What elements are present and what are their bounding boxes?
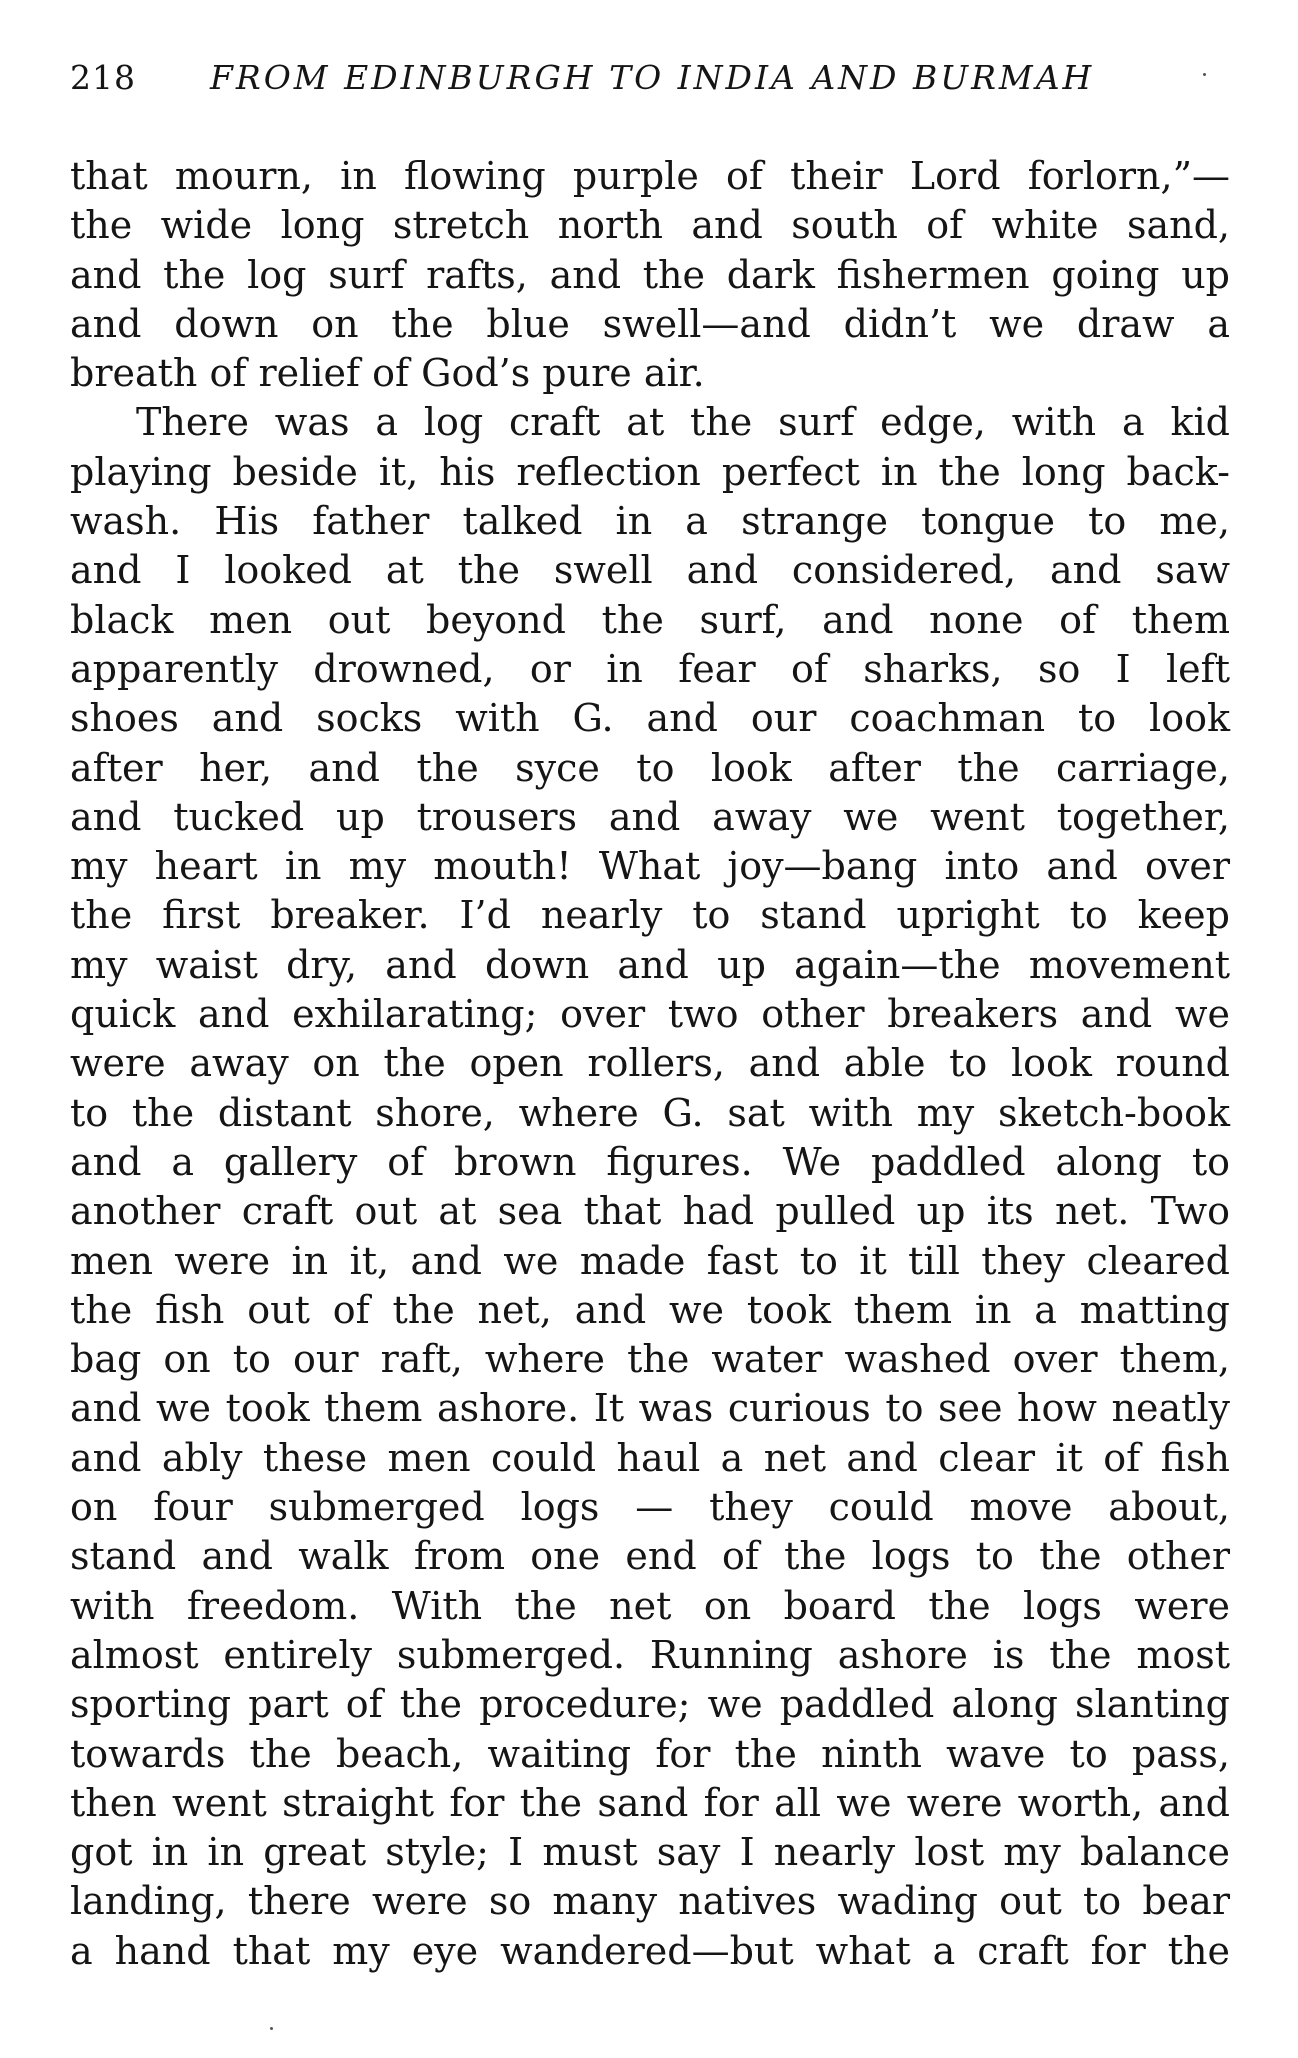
text-line: black men out beyond the surf, and none of them [70,597,1230,642]
text-line: the wide long stretch north and south of white sand, [70,203,1230,248]
text-line: sporting part of the procedure; we paddled along slanting [70,1682,1230,1727]
text-line: and we took them ashore. It was curious to see how neatly [70,1386,1230,1431]
text-line: and I looked at the swell and considered, and saw [70,548,1230,593]
text-line: and down on the blue swell—and didn’t we draw a [70,301,1230,346]
text-line: were away on the open rollers, and able to look round [70,1041,1230,1086]
text-line: shoes and socks with G. and our coachman to look [70,696,1230,741]
text-line: with freedom. With the net on board the logs were [70,1583,1230,1628]
text-line: then went straight for the sand for all we were worth, and [70,1780,1230,1825]
text-line: got in in great style; I must say I nearly lost my balance [70,1830,1230,1875]
text-line: playing beside it, his reflection perfect in the long back- [70,449,1230,494]
running-head [70,58,1230,108]
text-line: and a gallery of brown figures. We paddled along to [70,1139,1230,1184]
body-text [70,152,1230,1976]
text-line: stand and walk from one end of the logs to the other [70,1534,1230,1579]
text-line: landing, there were so many natives wading out to bear [70,1879,1230,1924]
text-line: my waist dry, and down and up again—the movement [70,942,1230,987]
text-line: bag on to our raft, where the water washed over them, [70,1337,1230,1382]
text-line: quick and exhilarating; over two other breakers and we [70,992,1230,1037]
text-line: towards the beach, waiting for the ninth wave to pass, [70,1731,1230,1776]
text-line: that mourn, in flowing purple of their Lord forlorn,”— [70,154,1230,198]
text-line: and the log surf rafts, and the dark fishermen going up [70,252,1230,297]
text-line: wash. His father talked in a strange tongue to me, [70,499,1230,544]
text-line: on four submerged logs — they could move about, [70,1485,1230,1530]
print-speck [1203,73,1206,76]
text-line: and ably these men could haul a net and clear it of fish [70,1435,1230,1480]
text-line: to the distant shore, where G. sat with my sketch-book [70,1090,1230,1135]
text-line: almost entirely submerged. Running ashore is the most [70,1632,1230,1677]
text-line: There was a log craft at the surf edge, with a kid [136,400,1230,445]
text-line: the first breaker. I’d nearly to stand upright to keep [70,893,1230,938]
text-line: another craft out at sea that had pulled up its net. Two [70,1189,1230,1234]
text-line: a hand that my eye wandered—but what a craft for the [70,1928,1230,1973]
text-line: the fish out of the net, and we took them in a matting [70,1287,1230,1332]
running-title: FROM EDINBURGH TO INDIA AND BURMAH [210,58,1095,97]
text-line: after her, and the syce to look after the carriage, [70,745,1230,790]
text-line: apparently drowned, or in fear of sharks, so I left [70,646,1230,691]
text-line: and tucked up trousers and away we went together, [70,794,1230,839]
print-speck [270,2027,273,2030]
text-line: my heart in my mouth! What joy—bang into and over [70,844,1230,889]
text-line: men were in it, and we made fast to it till they cleared [70,1238,1230,1283]
text-line: breath of relief of God’s pure air. [70,351,705,396]
page-number: 218 [70,58,136,97]
